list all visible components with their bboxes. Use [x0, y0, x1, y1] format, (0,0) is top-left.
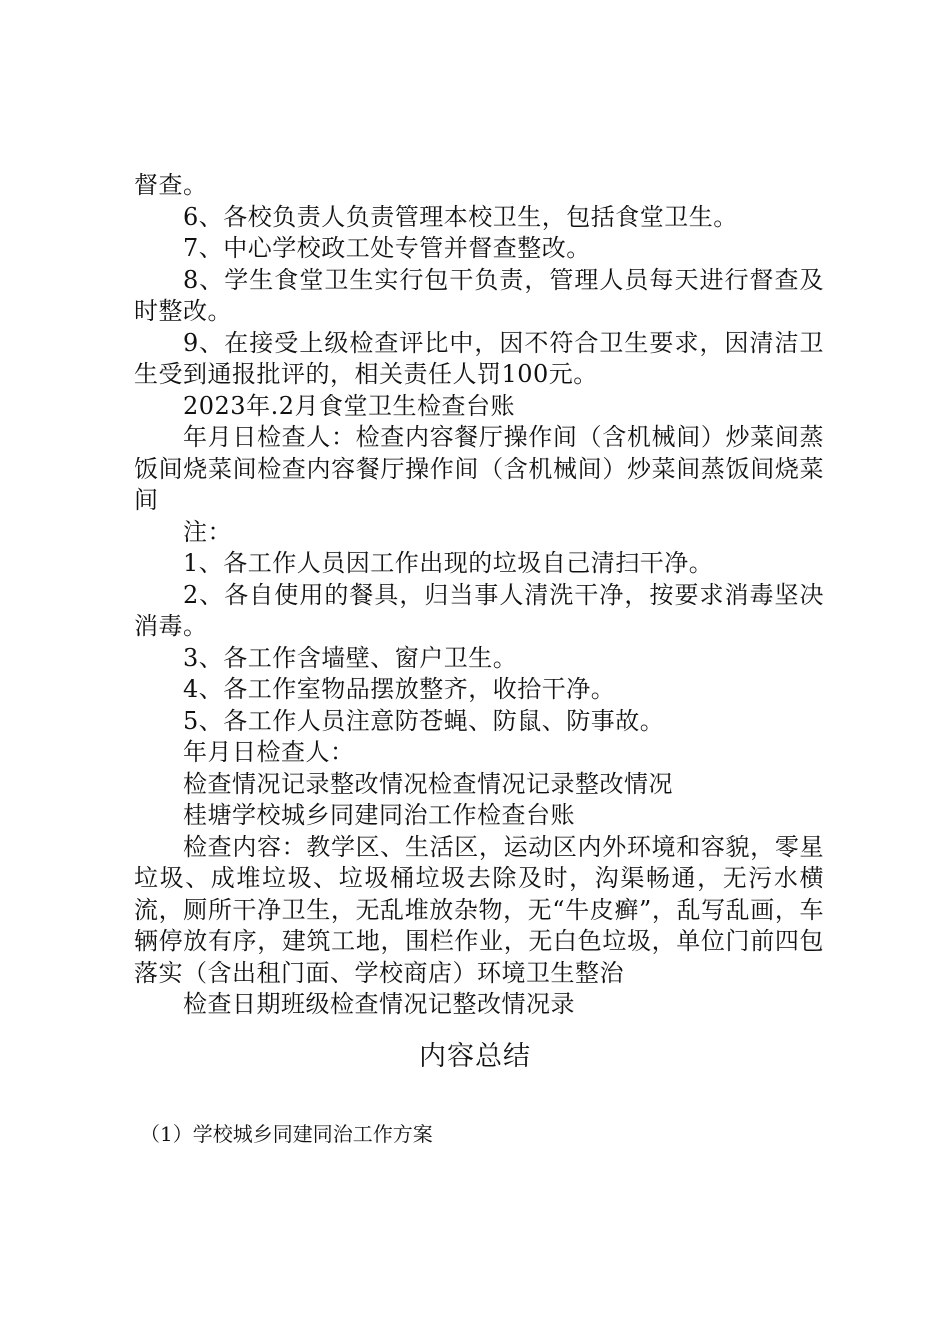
- paragraph: 1、各工作人员因工作出现的垃圾自己清扫干净。: [183, 549, 714, 577]
- paragraph: 9、在接受上级检查评比中，因不符合卫生要求，因清洁卫生受到通报批评的，相关责任人罚100元。: [134, 328, 824, 388]
- document-body: [134, 170, 824, 1021]
- paragraph: 检查内容：教学区、生活区，运动区内外环境和容貌，零星垃圾、成堆垃圾、垃圾桶垃圾去除及时，沟渠畅通，无污水横流，厕所干净卫生，无乱堆放杂物，无“牛皮癣”，乱写乱画，车辆停放有序，建筑工地，围栏作业，无白色垃圾，单位门前四包落实（含出租门面、学校商店）环境卫生整治: [134, 832, 824, 987]
- paragraph: 2023年.2月食堂卫生检查台账: [183, 391, 515, 420]
- paragraph: 5、各工作人员注意防苍蝇、防鼠、防事故。: [183, 706, 665, 735]
- paragraph: 检查日期班级检查情况记整改情况录: [183, 990, 575, 1018]
- paragraph: 年月日检查人：检查内容餐厅操作间（含机械间）炒菜间蒸饭间烧菜间检查内容餐厅操作间（含机械间）炒菜间蒸饭间烧菜间: [134, 423, 824, 514]
- paragraph: 6、各校负责人负责管理本校卫生，包括食堂卫生。: [183, 202, 738, 231]
- paragraph: 3、各工作含墙壁、窗户卫生。: [183, 643, 518, 672]
- paragraph: 7、中心学校政工处专管并督查整改。: [183, 234, 591, 262]
- summary-item: （1）学校城乡同建同治工作方案: [140, 1122, 433, 1146]
- paragraph: 8、学生食堂卫生实行包干负责，管理人员每天进行督查及时整改。: [134, 265, 824, 325]
- paragraph: 2、各自使用的餐具，归当事人清洗干净，按要求消毒坚决消毒。: [134, 580, 824, 640]
- paragraph: 年月日检查人：: [183, 738, 355, 766]
- paragraph: 注：: [183, 517, 232, 546]
- summary-title: 内容总结: [419, 1041, 531, 1072]
- paragraph: 检查情况记录整改情况检查情况记录整改情况: [183, 769, 673, 798]
- paragraph: 4、各工作室物品摆放整齐，收拾干净。: [183, 675, 616, 703]
- paragraph: 桂塘学校城乡同建同治工作检查台账: [183, 801, 575, 829]
- paragraph: 督查。: [134, 171, 208, 199]
